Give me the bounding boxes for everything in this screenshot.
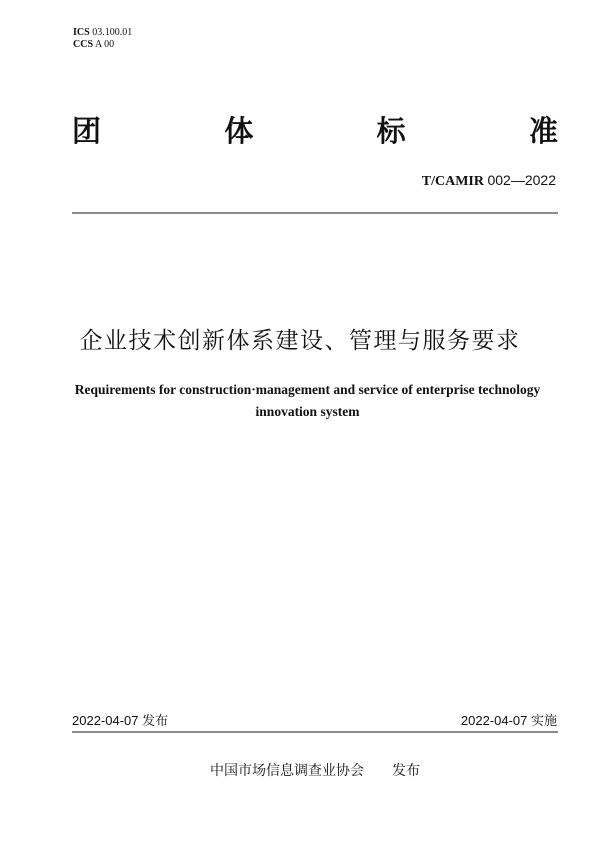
issuer-line [0, 762, 600, 780]
ics-code: 03.100.01 [92, 27, 133, 38]
ccs-code: A 00 [94, 39, 115, 50]
english-title [40, 379, 575, 423]
issuer-clipped [0, 762, 600, 779]
issuer-name: 中国市场信息调查业协会 [210, 763, 364, 779]
bottom-divider [72, 731, 558, 733]
english-title-line-2: innovation system [255, 404, 360, 419]
issue-date: 2022-04-07 发布 [72, 713, 169, 728]
standard-code: 002—2022 [487, 172, 556, 188]
document-type-heading [72, 112, 558, 152]
ics-label: ICS [73, 27, 90, 38]
chinese-title: 企业技术创新体系建设、管理与服务要求 [79, 328, 521, 354]
ccs-label: CCS [73, 39, 94, 50]
ics-line [73, 27, 132, 39]
standard-prefix: T/CAMIR [421, 174, 484, 189]
heading-char: 标 [376, 114, 406, 148]
top-divider [72, 212, 558, 214]
heading-char: 体 [224, 114, 254, 148]
heading-char: 团 [72, 114, 102, 148]
heading-char: 准 [528, 114, 558, 148]
issuer-action: 发布 [392, 763, 420, 779]
ccs-line [73, 39, 132, 51]
english-title-line-1: Requirements for construction·management and service of enterprise technology [74, 382, 541, 397]
classification-codes [73, 27, 132, 51]
implementation-date: 2022-04-07 实施 [460, 713, 557, 728]
standard-number [422, 171, 556, 191]
